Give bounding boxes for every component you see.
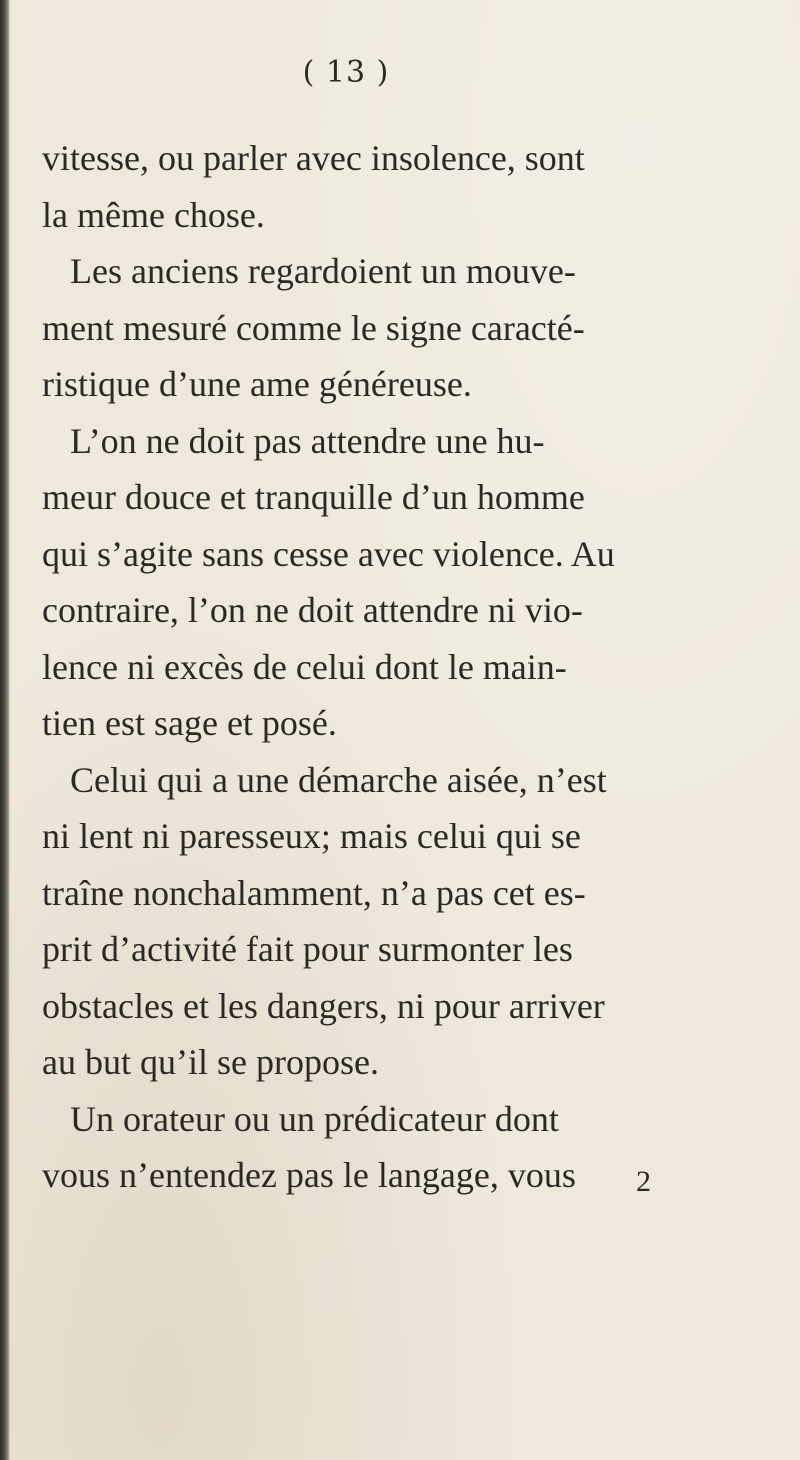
text-line: la même chose. bbox=[42, 194, 265, 235]
text-line: vous n’entendez pas le langage, vous bbox=[42, 1155, 576, 1195]
text-line: obstacles et les dangers, ni pour arriver bbox=[42, 985, 605, 1026]
text-line: lence ni excès de celui dont le main- bbox=[42, 646, 567, 687]
text-line: ment mesuré comme le signe caracté- bbox=[42, 307, 585, 348]
text-line: traîne nonchalamment, n’a pas cet es- bbox=[42, 872, 586, 913]
body-text bbox=[42, 130, 782, 1204]
book-spine-shadow bbox=[0, 0, 10, 1460]
text-line: qui s’agite sans cesse avec violence. Au bbox=[42, 533, 615, 574]
page-number: ( 13 ) bbox=[302, 55, 390, 90]
text-line: au but qu’il se propose. bbox=[42, 1042, 379, 1082]
text-line: vitesse, ou parler avec insolence, sont bbox=[42, 138, 585, 178]
text-line: Un orateur ou un prédicateur dont bbox=[70, 1098, 559, 1139]
text-line: ristique d’une ame généreuse. bbox=[42, 364, 472, 404]
text-line: contraire, l’on ne doit attendre ni vio- bbox=[42, 590, 583, 630]
text-line: prit d’activité fait pour surmonter les bbox=[42, 929, 573, 969]
signature-mark: 2 bbox=[636, 1165, 651, 1198]
text-line: meur douce et tranquille d’un homme bbox=[42, 477, 585, 517]
text-line: Les anciens regardoient un mouve- bbox=[70, 251, 576, 291]
text-line: ni lent ni paresseux; mais celui qui se bbox=[42, 816, 581, 856]
text-line: L’on ne doit pas attendre une hu- bbox=[70, 420, 545, 461]
text-line: Celui qui a une démarche aisée, n’est bbox=[70, 759, 607, 800]
text-line: tien est sage et posé. bbox=[42, 703, 337, 743]
